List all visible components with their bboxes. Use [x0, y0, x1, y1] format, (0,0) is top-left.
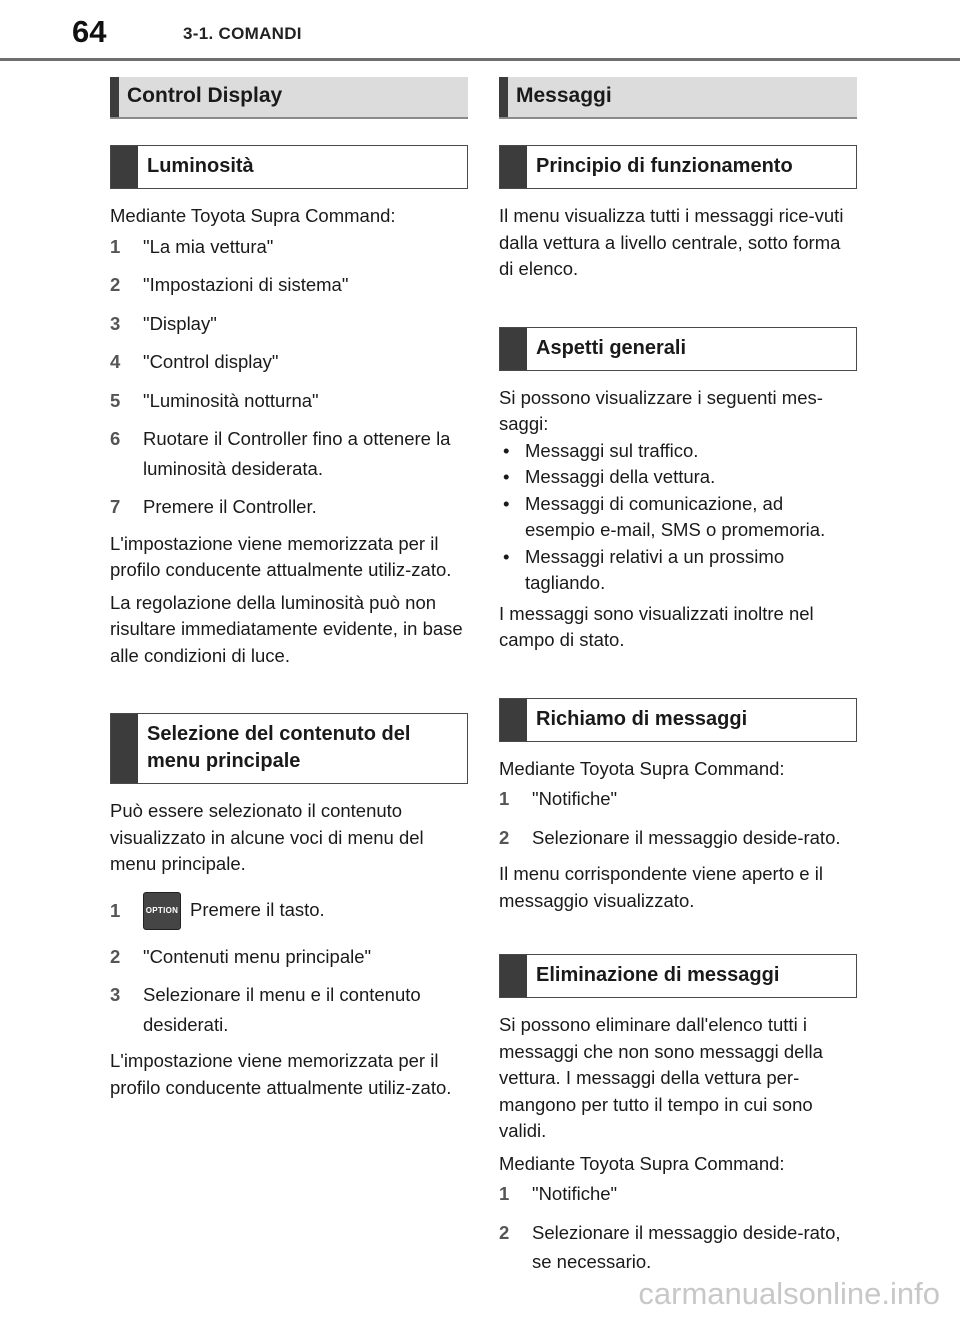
option-button-icon: OPTION: [143, 892, 181, 930]
note-text: La regolazione della luminosità può non risultare immediatamente evidente, in base alle condizioni di luce.: [110, 591, 463, 666]
intro-text: Mediante Toyota Supra Command:: [499, 1152, 785, 1174]
step-item: 2 "Contenuti menu principale": [110, 945, 372, 967]
subheading-selezione: Selezione del contenuto del menu principale: [110, 713, 468, 784]
page-number: 64: [72, 14, 107, 49]
subheading-luminosita: Luminosità: [110, 145, 468, 189]
step-item: 5 "Luminosità notturna": [110, 389, 319, 411]
step-item: 1 "Notifiche": [499, 1183, 618, 1204]
step-item: 2 Selezionare il messaggio deside-rato, se necessario.: [499, 1221, 841, 1272]
subheading-aspetti: Aspetti generali: [499, 327, 857, 371]
list-item: • Messaggi sul traffico.: [499, 438, 857, 465]
intro-text: Mediante Toyota Supra Command:: [499, 757, 785, 779]
list-item: • Messaggi relativi a un prossimo tagliando.: [499, 544, 857, 597]
heading-control-display: Control Display: [110, 77, 468, 119]
right-column: [499, 77, 857, 1286]
list-item: • Messaggi della vettura.: [499, 464, 857, 491]
body-text: Il menu visualizza tutti i messaggi rice-vuti dalla vettura a livello centrale, sotto forma di elenco.: [499, 205, 844, 279]
step-item: 3 Selezionare il menu e il contenuto desiderati.: [110, 984, 421, 1035]
left-column: [110, 77, 468, 1105]
heading-messaggi: Messaggi: [499, 77, 857, 119]
step-item: 1 OPTION Premere il tasto.: [110, 892, 468, 930]
header-divider: [0, 58, 960, 61]
note-text: L'impostazione viene memorizzata per il profilo conducente attualmente utiliz-zato.: [110, 1050, 452, 1098]
step-item: 6 Ruotare il Controller fino a ottenere la luminosità desiderata.: [110, 428, 451, 479]
body-text: I messaggi sono visualizzati inoltre nel campo di stato.: [499, 602, 814, 650]
body-text: Il menu corrispondente viene aperto e il messaggio visualizzato.: [499, 863, 823, 911]
subheading-principio: Principio di funzionamento: [499, 145, 857, 189]
intro-text: Può essere selezionato il contenuto visualizzato in alcune voci di menu del menu principale.: [110, 800, 424, 874]
watermark: carmanualsonline.info: [638, 1276, 940, 1311]
intro-text: Mediante Toyota Supra Command:: [110, 205, 396, 226]
note-text: L'impostazione viene memorizzata per il profilo conducente attualmente utiliz-zato.: [110, 532, 452, 580]
step-item: 2 "Impostazioni di sistema": [110, 274, 349, 295]
page-header: [0, 0, 960, 62]
step-item: 7 Premere il Controller.: [110, 496, 317, 517]
step-item: 1 "Notifiche": [499, 788, 618, 809]
subheading-eliminazione: Eliminazione di messaggi: [499, 954, 857, 998]
message-types-list: [499, 438, 857, 597]
step-item: 4 "Control display": [110, 351, 279, 372]
body-text: Si possono eliminare dall'elenco tutti i messaggi che non sono messaggi della vettura. I messaggi della vettura per-mangono per tutto il tempo in cui sono validi.: [499, 1014, 823, 1141]
section-title: 3-1. COMANDI: [183, 24, 302, 43]
intro-text: Si possono visualizzare i seguenti mes-saggi:: [499, 386, 823, 434]
list-item: • Messaggi di comunicazione, ad esempio e-mail, SMS o promemoria.: [499, 491, 857, 544]
subheading-richiamo: Richiamo di messaggi: [499, 698, 857, 742]
step-item: 2 Selezionare il messaggio deside-rato.: [499, 826, 841, 848]
step-item: 3 "Display": [110, 312, 217, 334]
step-item: 1 "La mia vettura": [110, 235, 274, 257]
